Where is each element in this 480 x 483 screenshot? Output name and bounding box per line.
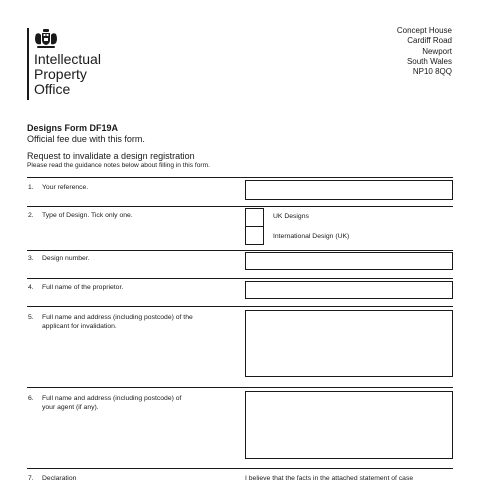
question-text-line: your agent (if any).	[42, 404, 99, 411]
question-text: Type of Design. Tick only one.	[42, 212, 133, 219]
address-line: South Wales	[406, 56, 452, 66]
question-text-line: applicant for invalidation.	[42, 323, 117, 330]
question-text	[42, 394, 181, 412]
question-text-line: Full name and address (including postcode) of the	[42, 314, 193, 321]
design-number-field[interactable]	[245, 252, 453, 270]
section-divider	[27, 387, 453, 388]
question-number: 4.	[28, 284, 34, 291]
question-text: Full name of the proprietor.	[42, 284, 124, 291]
address-line: Newport	[422, 46, 452, 56]
question-1	[28, 183, 88, 192]
question-2	[28, 211, 133, 220]
org-line-3: Office	[34, 81, 71, 97]
question-7	[28, 474, 76, 483]
fee-note: Official fee due with this form.	[27, 134, 145, 144]
question-6	[28, 394, 181, 412]
question-number: 3.	[28, 255, 34, 262]
section-divider	[27, 278, 453, 279]
request-title: Request to invalidate a design registration	[27, 151, 195, 161]
organisation-name	[34, 52, 101, 97]
question-text	[42, 313, 193, 331]
international-design-label: International Design (UK)	[273, 233, 350, 240]
uk-designs-label: UK Designs	[273, 213, 309, 220]
international-design-checkbox[interactable]	[245, 226, 264, 245]
guidance-note: Please read the guidance notes below about filling in this form.	[27, 162, 210, 169]
question-3	[28, 254, 90, 263]
question-4	[28, 283, 123, 292]
proprietor-name-field[interactable]	[245, 281, 453, 299]
agent-details-field[interactable]	[245, 391, 453, 459]
section-divider	[27, 306, 453, 307]
question-text-line: Full name and address (including postcode) of	[42, 395, 182, 402]
declaration-text: I believe that the facts in the attached statement of case	[245, 475, 414, 482]
section-divider	[27, 250, 453, 251]
question-text: Design number.	[42, 255, 90, 262]
section-divider	[27, 177, 453, 178]
form-title: Designs Form DF19A	[27, 123, 119, 133]
org-line-1: Intellectual	[34, 51, 101, 67]
office-address	[397, 26, 452, 77]
reference-field[interactable]	[245, 180, 453, 200]
address-line: Concept House	[396, 26, 452, 35]
section-divider	[27, 206, 453, 207]
royal-coat-of-arms-icon	[33, 28, 59, 50]
section-divider	[27, 468, 453, 469]
question-number: 2.	[28, 212, 34, 219]
address-line: Cardiff Road	[407, 36, 452, 46]
question-number: 6.	[28, 395, 34, 402]
logo-rule	[27, 28, 29, 100]
question-number: 5.	[28, 314, 34, 321]
address-line: NP10 8QQ	[412, 67, 452, 77]
org-line-2: Property	[34, 66, 87, 82]
question-5	[28, 313, 193, 331]
question-text: Declaration	[42, 475, 77, 482]
uk-designs-checkbox[interactable]	[245, 208, 264, 227]
applicant-details-field[interactable]	[245, 310, 453, 377]
question-text: Your reference.	[42, 184, 89, 191]
question-number: 7.	[28, 475, 34, 482]
question-number: 1.	[28, 184, 34, 191]
